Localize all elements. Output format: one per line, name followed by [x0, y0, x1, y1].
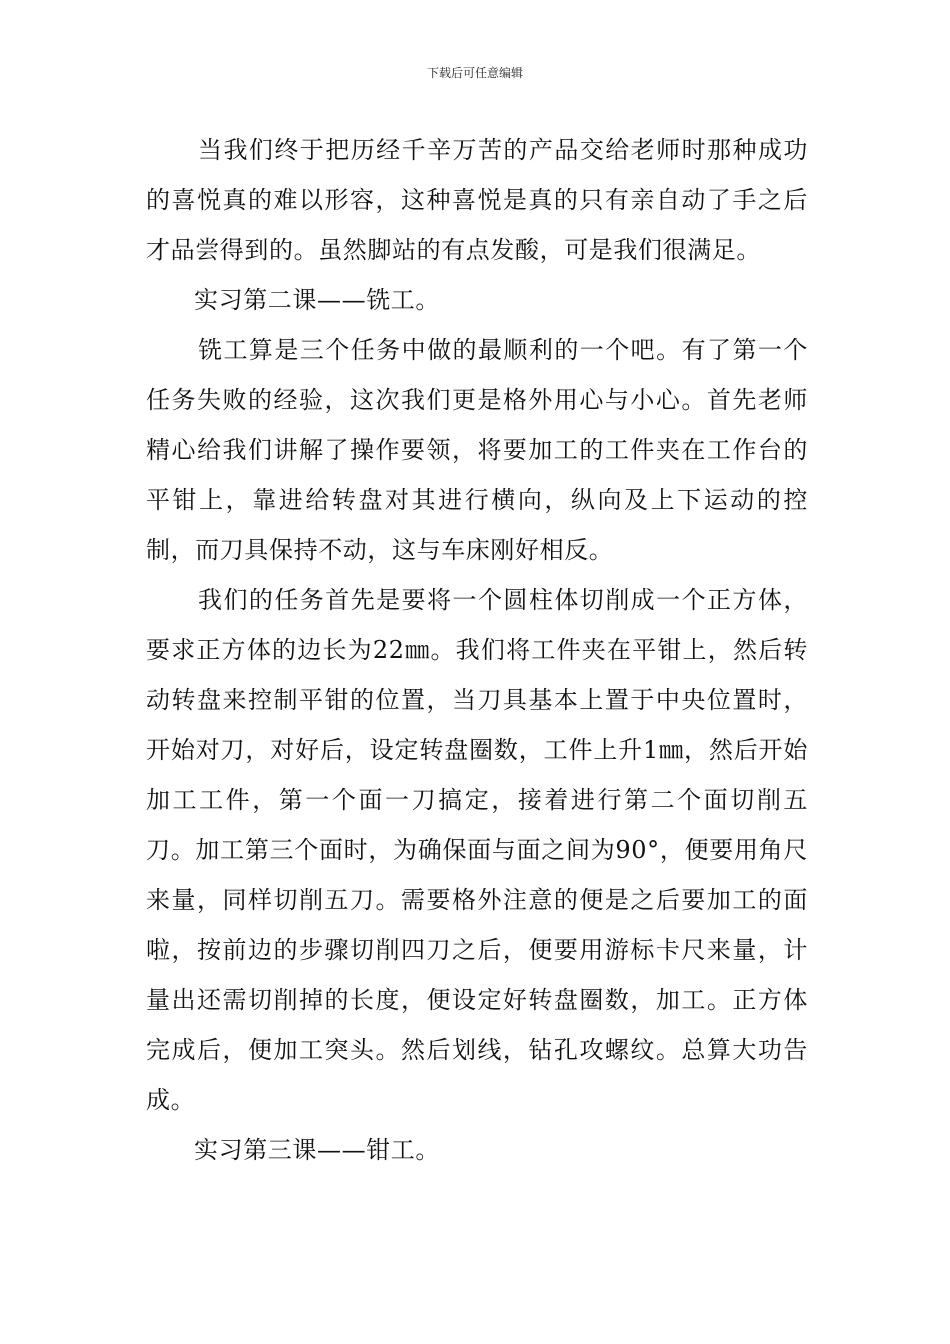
- section-heading-fitting: 实习第三课——钳工。: [194, 1136, 440, 1164]
- paragraph-product-delivery: 当我们终于把历经千辛万苦的产品交给老师时那种成功的喜悦真的难以形容，这种喜悦是真的只有亲自动了手之后才品尝得到的。虽然脚站的有点发酸，可是我们很满足。: [146, 136, 808, 264]
- paragraph-milling-task: 我们的任务首先是要将一个圆柱体切削成一个正方体，要求正方体的边长为22㎜。我们将工件夹在平钳上，然后转动转盘来控制平钳的位置，当刀具基本上置于中央位置时，开始对刀，对好后，设定转盘圈数，工件上升1㎜，然后开始加工工件，第一个面一刀搞定，接着进行第二个面切削五刀。加工第三个面时，为确保面与面之间为90°，便要用角尺来量，同样切削五刀。需要格外注意的便是之后要加工的面啦，按前边的步骤切削四刀之后，便要用游标卡尺来量，计量出还需切削掉的长度，便设定好转盘圈数，加工。正方体完成后，便加工突头。然后划线，钻孔攻螺纹。总算大功告成。: [146, 586, 808, 1114]
- document-body: [146, 125, 808, 1175]
- page-header: 下载后可任意编辑: [426, 66, 523, 80]
- section-heading-milling: 实习第二课——铣工。: [194, 286, 440, 314]
- paragraph-milling-intro: 铣工算是三个任务中做的最顺利的一个吧。有了第一个任务失败的经验，这次我们更是格外用心与小心。首先老师精心给我们讲解了操作要领，将要加工的工件夹在工作台的平钳上，靠进给转盘对其进行横向，纵向及上下运动的控制，而刀具保持不动，这与车床刚好相反。: [146, 336, 808, 564]
